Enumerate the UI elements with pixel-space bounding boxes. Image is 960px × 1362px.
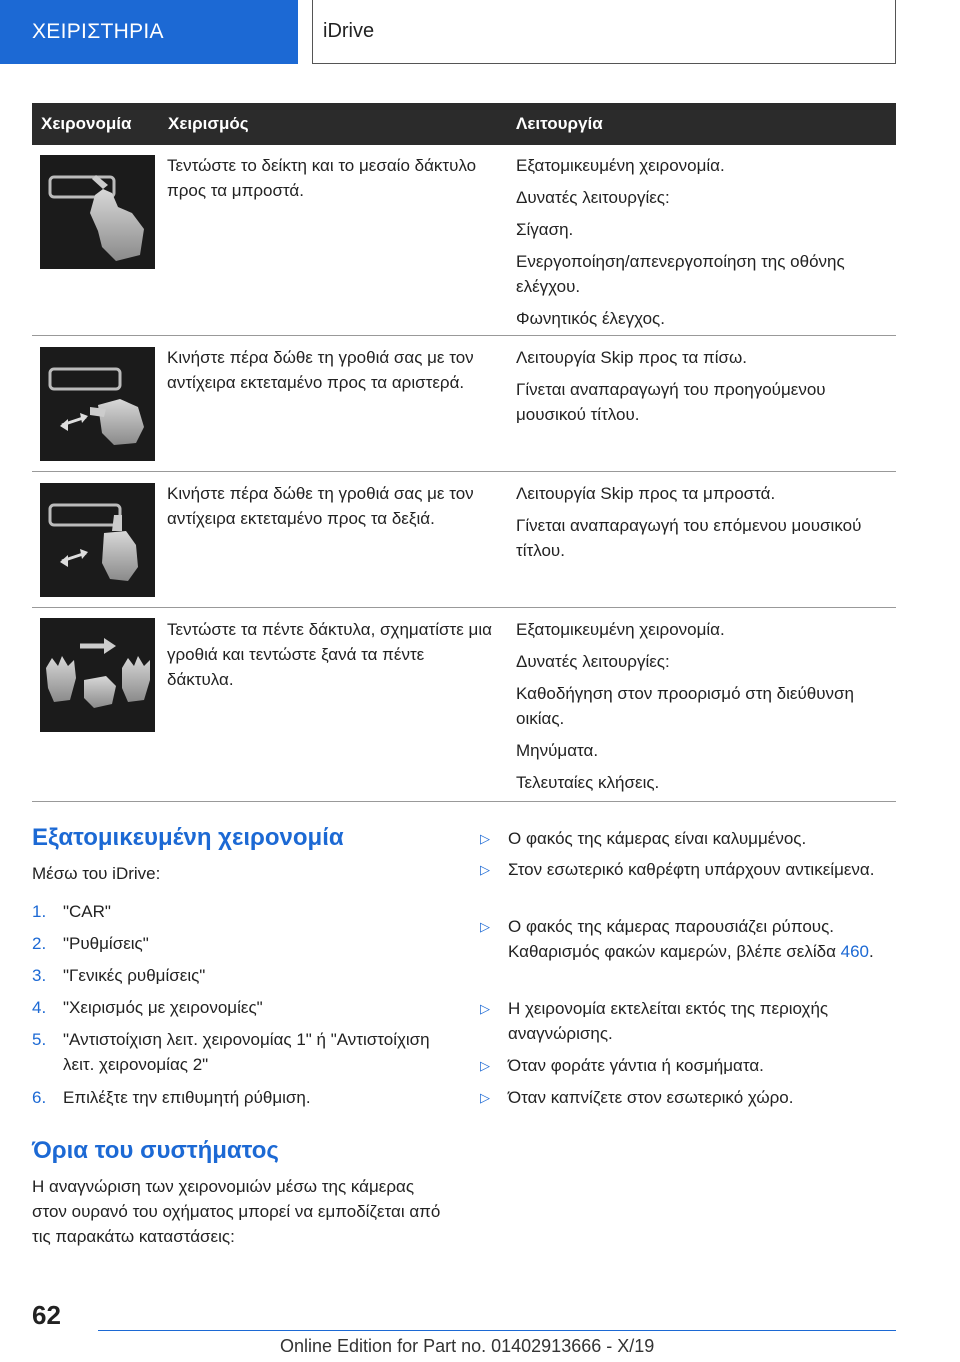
operation-text: Τεντώστε τα πέντε δάκτυλα, σχηματίστε μια γροθιά και τεντώστε ξανά τα πέντε δάκτυλα. bbox=[167, 620, 492, 689]
five-fingers-fist-icon bbox=[40, 618, 155, 732]
step-text: "CAR" bbox=[63, 902, 111, 921]
triangle-bullet-icon: ▷ bbox=[480, 862, 490, 877]
list-item bbox=[32, 931, 452, 956]
function-line: Δυνατές λειτουργίες: bbox=[516, 188, 670, 207]
function-text bbox=[516, 481, 894, 570]
step-text: "Ρυθμίσεις" bbox=[63, 934, 149, 953]
step-text: Επιλέξτε την επιθυμητή ρύθμιση. bbox=[63, 1088, 311, 1107]
function-line: Φωνητικός έλεγχος. bbox=[516, 309, 665, 328]
table-row bbox=[32, 336, 896, 472]
table-row bbox=[32, 608, 896, 802]
operation-text: Τεντώστε το δείκτη και το μεσαίο δάκτυλο προς τα μπροστά. bbox=[167, 156, 477, 200]
system-limits-heading: Όρια του συστήματος bbox=[32, 1137, 279, 1164]
page-link[interactable]: 460 bbox=[840, 942, 869, 961]
swipe-left-icon bbox=[40, 347, 155, 461]
edition-text: Online Edition for Part no. 01402913666 - X/19 bbox=[280, 1336, 655, 1356]
function-text bbox=[516, 617, 894, 802]
step-text: "Χειρισμός με χειρονομίες" bbox=[63, 998, 263, 1017]
operation-text: Κινήστε πέρα δώθε τη γροθιά σας με τον αντίχειρα εκτεταμένο προς τα αριστερά. bbox=[167, 348, 474, 392]
triangle-bullet-icon: ▷ bbox=[480, 919, 490, 934]
section-title: ΧΕΙΡΙΣΤΗΡΙΑ bbox=[32, 20, 164, 43]
list-item bbox=[32, 899, 452, 924]
system-limits-intro: Η αναγνώριση των χειρονομιών μέσω της κάμερας στον ουρανό του οχήματος μπορεί να εμποδίζεται από τις παρακάτω καταστάσεις: bbox=[32, 1177, 441, 1246]
bullet-text: Ο φακός της κάμερας παρουσιάζει ρύπους. Καθαρισμός φακών καμερών, βλέπε σελίδα bbox=[508, 917, 841, 961]
step-number: 6. bbox=[32, 1088, 47, 1107]
bullet-text: Η χειρονομία εκτελείται εκτός της περιοχής αναγνώρισης. bbox=[508, 999, 829, 1043]
header-gesture: Χειρονομία bbox=[41, 114, 132, 133]
chapter-box bbox=[312, 0, 896, 64]
triangle-bullet-icon: ▷ bbox=[480, 1001, 490, 1016]
point-two-fingers-icon bbox=[40, 155, 155, 269]
chapter-title: iDrive bbox=[323, 20, 375, 42]
step-number: 5. bbox=[32, 1030, 47, 1049]
bullet-text: Ο φακός της κάμερας είναι καλυμμένος. bbox=[508, 829, 807, 848]
step-number: 4. bbox=[32, 998, 47, 1017]
footer-divider bbox=[98, 1330, 896, 1331]
page-number: 62 bbox=[32, 1300, 61, 1330]
triangle-bullet-icon: ▷ bbox=[480, 1090, 490, 1105]
function-text bbox=[516, 153, 894, 338]
custom-gesture-heading: Εξατομικευμένη χειρονομία bbox=[32, 824, 344, 851]
triangle-bullet-icon: ▷ bbox=[480, 831, 490, 846]
function-line: Μηνύματα. bbox=[516, 741, 599, 760]
table-row bbox=[32, 472, 896, 608]
step-number: 3. bbox=[32, 966, 47, 985]
step-text: "Αντιστοίχιση λειτ. χειρονομίας 1" ή "Αντιστοίχιση λειτ. χειρονομίας 2" bbox=[63, 1030, 430, 1074]
bullet-text-end: . bbox=[869, 942, 874, 961]
swipe-right-icon bbox=[40, 483, 155, 597]
header-function: Λειτουργία bbox=[516, 114, 603, 133]
bullet-text: Στον εσωτερικό καθρέφτη υπάρχουν αντικείμενα. bbox=[508, 860, 875, 879]
list-item bbox=[32, 1027, 452, 1074]
custom-gesture-intro: Μέσω του iDrive: bbox=[32, 864, 161, 883]
function-line: Τελευταίες κλήσεις. bbox=[516, 773, 660, 792]
section-tab bbox=[0, 0, 298, 64]
function-line: Δυνατές λειτουργίες: bbox=[516, 652, 670, 671]
list-item bbox=[32, 963, 452, 988]
header-operation: Χειρισμός bbox=[168, 114, 249, 133]
function-line: Σίγαση. bbox=[516, 220, 574, 239]
triangle-bullet-icon: ▷ bbox=[480, 1058, 490, 1073]
function-line: Λειτουργία Skip προς τα μπροστά. bbox=[516, 484, 776, 503]
step-number: 1. bbox=[32, 902, 47, 921]
table-header bbox=[32, 103, 896, 145]
function-text bbox=[516, 345, 894, 434]
step-number: 2. bbox=[32, 934, 47, 953]
step-text: "Γενικές ρυθμίσεις" bbox=[63, 966, 206, 985]
function-line: Γίνεται αναπαραγωγή του επόμενου μουσικού τίτλου. bbox=[516, 516, 862, 560]
gesture-table bbox=[32, 103, 896, 802]
table-row bbox=[32, 145, 896, 336]
list-item bbox=[32, 995, 452, 1020]
list-item bbox=[32, 1085, 452, 1110]
function-line: Εξατομικευμένη χειρονομία. bbox=[516, 620, 725, 639]
function-line: Ενεργοποίηση/απενεργοποίηση της οθόνης ελέγχου. bbox=[516, 252, 845, 296]
operation-text: Κινήστε πέρα δώθε τη γροθιά σας με τον αντίχειρα εκτεταμένο προς τα δεξιά. bbox=[167, 484, 474, 528]
bullet-text: Όταν καπνίζετε στον εσωτερικό χώρο. bbox=[508, 1088, 794, 1107]
function-line: Γίνεται αναπαραγωγή του προηγούμενου μουσικού τίτλου. bbox=[516, 380, 826, 424]
bullet-body bbox=[508, 914, 896, 964]
function-line: Καθοδήγηση στον προορισμό στη διεύθυνση οικίας. bbox=[516, 684, 854, 728]
function-line: Λειτουργία Skip προς τα πίσω. bbox=[516, 348, 748, 367]
bullet-text: Όταν φοράτε γάντια ή κοσμήματα. bbox=[508, 1056, 764, 1075]
function-line: Εξατομικευμένη χειρονομία. bbox=[516, 156, 725, 175]
